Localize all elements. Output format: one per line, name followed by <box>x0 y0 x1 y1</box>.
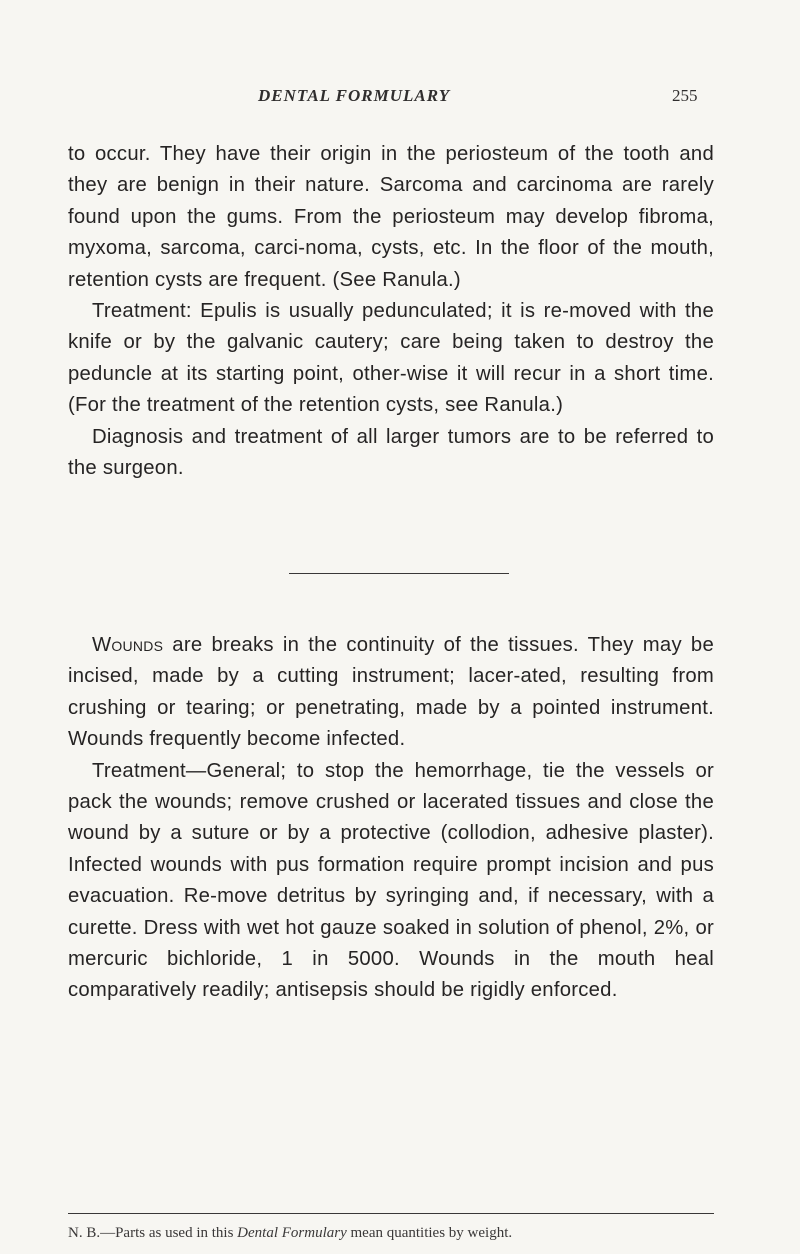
wounds-lead-word: Wounds <box>92 634 164 656</box>
running-head <box>0 86 800 112</box>
page-number: 255 <box>672 86 698 105</box>
section-divider <box>289 573 509 574</box>
paragraph-larger-tumors: Diagnosis and treatment of all larger tumors are to be referred to the surgeon. <box>68 425 714 480</box>
wounds-intro-text: are breaks in the continuity of the tissues. They may be incised, made by a cutting instrument; lacer-ated, resulting from crushing or tearing; or penetrating, made by a pointed instrument. Wounds frequently become infected. <box>68 634 714 751</box>
paragraph-epulis-treatment: Treatment: Epulis is usually pedunculated; it is re-moved with the knife or by the galvanic cautery; care being taken to destroy the peduncle at its starting point, other-wise it will recur in a short time. (For the treatment of the retention cysts, see Ranula.) <box>68 300 714 417</box>
footnote-lead: N. B.—Parts as used in this <box>68 1225 238 1241</box>
running-title: DENTAL FORMULARY <box>258 86 451 105</box>
paragraph-wounds-treatment: Treatment—General; to stop the hemorrhage, tie the vessels or pack the wounds; remove crushed or lacerated tissues and close the wound by a suture or by a protective (collodion, adhesive plaster). Infected wounds with pus formation require prompt incision and pus evacuation. Re-move detritus by syringing and, if necessary, with a curette. Dress with wet hot gauze soaked in solution of phenol, 2%, or mercuric bichloride, 1 in 5000. Wounds in the mouth heal comparatively readily; antisepsis should be rigidly enforced. <box>68 759 714 1002</box>
paragraph-wounds-intro <box>68 630 714 756</box>
paragraph-tumor-origin: to occur. They have their origin in the periosteum of the tooth and they are benign in their nature. Sarcoma and carcinoma are rarely found upon the gums. From the periosteum may develop fibroma, myxoma, sarcoma, carci-noma, cysts, etc. In the floor of the mouth, retention cysts are frequent. (See Ranula.) <box>68 143 714 291</box>
footnote-book-title: Dental Formulary <box>237 1225 347 1241</box>
footnote-rest: mean quantities by weight. <box>346 1225 513 1241</box>
footnote <box>68 1223 714 1243</box>
epulis-text-block <box>68 139 714 484</box>
footnote-divider <box>68 1213 714 1214</box>
wounds-text-block <box>68 630 714 1007</box>
